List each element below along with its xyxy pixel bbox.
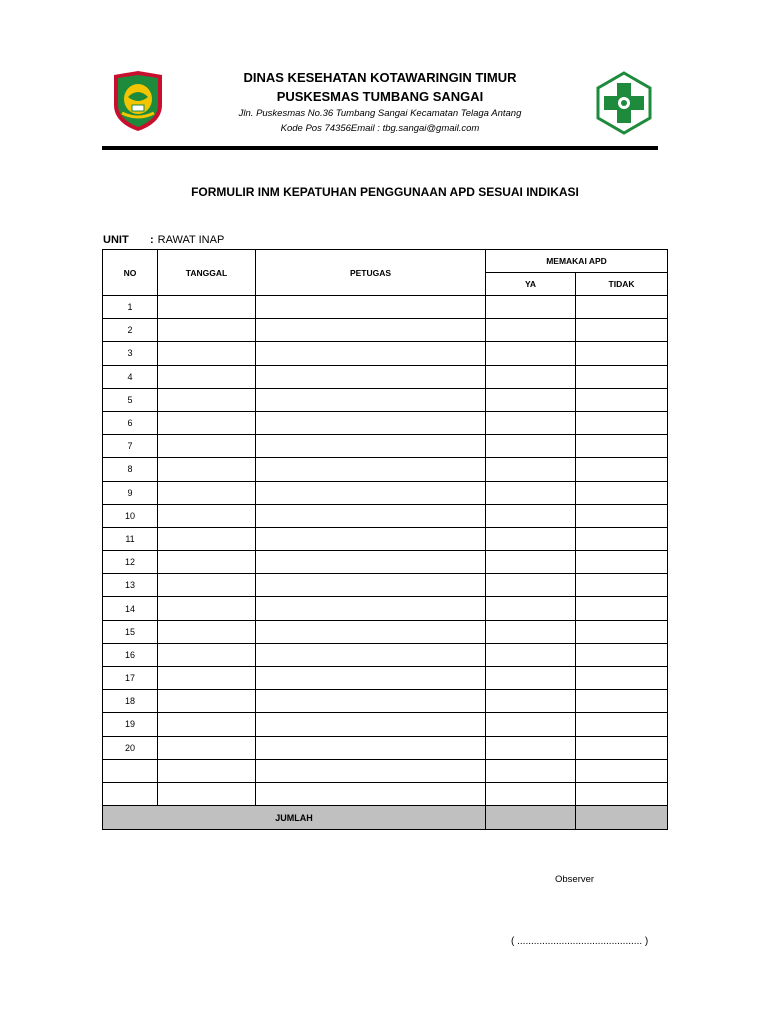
total-row bbox=[103, 806, 668, 830]
unit-value: RAWAT INAP bbox=[157, 234, 225, 246]
total-ya-cell[interactable] bbox=[486, 806, 576, 830]
tanggal-cell[interactable] bbox=[158, 667, 256, 690]
tanggal-cell[interactable] bbox=[158, 458, 256, 481]
row-number: 16 bbox=[103, 643, 158, 666]
table-row bbox=[103, 690, 668, 713]
row-number: 9 bbox=[103, 481, 158, 504]
tidak-cell[interactable] bbox=[576, 759, 668, 782]
row-number: 8 bbox=[103, 458, 158, 481]
tidak-cell[interactable] bbox=[576, 435, 668, 458]
ya-cell[interactable] bbox=[486, 365, 576, 388]
ya-cell[interactable] bbox=[486, 319, 576, 342]
row-number: 15 bbox=[103, 620, 158, 643]
row-number bbox=[103, 782, 158, 805]
table-row bbox=[103, 551, 668, 574]
tidak-cell[interactable] bbox=[576, 319, 668, 342]
tanggal-cell[interactable] bbox=[158, 759, 256, 782]
tidak-cell[interactable] bbox=[576, 597, 668, 620]
col-ya-header: YA bbox=[486, 273, 576, 296]
table-row bbox=[103, 667, 668, 690]
petugas-cell[interactable] bbox=[256, 504, 486, 527]
petugas-cell[interactable] bbox=[256, 365, 486, 388]
petugas-cell[interactable] bbox=[256, 319, 486, 342]
ya-cell[interactable] bbox=[486, 435, 576, 458]
row-number: 13 bbox=[103, 574, 158, 597]
unit-colon: : bbox=[150, 234, 154, 246]
tanggal-cell[interactable] bbox=[158, 319, 256, 342]
tidak-cell[interactable] bbox=[576, 690, 668, 713]
ya-cell[interactable] bbox=[486, 574, 576, 597]
petugas-cell[interactable] bbox=[256, 574, 486, 597]
tanggal-cell[interactable] bbox=[158, 620, 256, 643]
tidak-cell[interactable] bbox=[576, 388, 668, 411]
header-divider bbox=[102, 146, 658, 150]
tanggal-cell[interactable] bbox=[158, 574, 256, 597]
tanggal-cell[interactable] bbox=[158, 597, 256, 620]
tanggal-cell[interactable] bbox=[158, 411, 256, 434]
ya-cell[interactable] bbox=[486, 597, 576, 620]
row-number: 12 bbox=[103, 551, 158, 574]
tanggal-cell[interactable] bbox=[158, 342, 256, 365]
petugas-cell[interactable] bbox=[256, 435, 486, 458]
ya-cell[interactable] bbox=[486, 643, 576, 666]
ya-cell[interactable] bbox=[486, 759, 576, 782]
row-number: 7 bbox=[103, 435, 158, 458]
ya-cell[interactable] bbox=[486, 782, 576, 805]
petugas-cell[interactable] bbox=[256, 620, 486, 643]
petugas-cell[interactable] bbox=[256, 736, 486, 759]
col-tanggal-header: TANGGAL bbox=[158, 250, 256, 296]
ya-cell[interactable] bbox=[486, 481, 576, 504]
ya-cell[interactable] bbox=[486, 713, 576, 736]
ya-cell[interactable] bbox=[486, 551, 576, 574]
unit-label: UNIT bbox=[103, 234, 129, 246]
tanggal-cell[interactable] bbox=[158, 296, 256, 319]
agency-name: DINAS KESEHATAN KOTAWARINGIN TIMUR bbox=[243, 70, 517, 85]
table-row bbox=[103, 759, 668, 782]
table-row bbox=[103, 458, 668, 481]
col-petugas-header: PETUGAS bbox=[256, 250, 486, 296]
table-row bbox=[103, 342, 668, 365]
tanggal-cell[interactable] bbox=[158, 782, 256, 805]
table-row bbox=[103, 319, 668, 342]
ya-cell[interactable] bbox=[486, 411, 576, 434]
table-row bbox=[103, 365, 668, 388]
tanggal-cell[interactable] bbox=[158, 551, 256, 574]
unit-field bbox=[150, 234, 224, 246]
tanggal-cell[interactable] bbox=[158, 481, 256, 504]
table-row bbox=[103, 736, 668, 759]
tanggal-cell[interactable] bbox=[158, 643, 256, 666]
table-row bbox=[103, 296, 668, 319]
ya-cell[interactable] bbox=[486, 388, 576, 411]
total-label: JUMLAH bbox=[103, 806, 486, 830]
tidak-cell[interactable] bbox=[576, 551, 668, 574]
tanggal-cell[interactable] bbox=[158, 388, 256, 411]
row-number: 17 bbox=[103, 667, 158, 690]
tidak-cell[interactable] bbox=[576, 736, 668, 759]
tanggal-cell[interactable] bbox=[158, 435, 256, 458]
petugas-cell[interactable] bbox=[256, 643, 486, 666]
petugas-cell[interactable] bbox=[256, 597, 486, 620]
table-row bbox=[103, 597, 668, 620]
row-number: 20 bbox=[103, 736, 158, 759]
observer-signature-line: ( ............................................. ) bbox=[511, 936, 649, 947]
facility-contact: Kode Pos 74356Email : tbg.sangai@gmail.com bbox=[280, 123, 480, 134]
petugas-cell[interactable] bbox=[256, 342, 486, 365]
ya-cell[interactable] bbox=[486, 458, 576, 481]
tidak-cell[interactable] bbox=[576, 481, 668, 504]
tidak-cell[interactable] bbox=[576, 643, 668, 666]
tanggal-cell[interactable] bbox=[158, 713, 256, 736]
table-row bbox=[103, 643, 668, 666]
petugas-cell[interactable] bbox=[256, 481, 486, 504]
facility-address: Jln. Puskesmas No.36 Tumbang Sangai Kecamatan Telaga Antang bbox=[238, 108, 522, 119]
row-number bbox=[103, 759, 158, 782]
tanggal-cell[interactable] bbox=[158, 365, 256, 388]
petugas-cell[interactable] bbox=[256, 759, 486, 782]
tidak-cell[interactable] bbox=[576, 411, 668, 434]
regency-emblem-icon bbox=[110, 69, 166, 133]
row-number: 4 bbox=[103, 365, 158, 388]
table-row bbox=[103, 435, 668, 458]
tidak-cell[interactable] bbox=[576, 782, 668, 805]
ya-cell[interactable] bbox=[486, 504, 576, 527]
row-number: 6 bbox=[103, 411, 158, 434]
table-row bbox=[103, 481, 668, 504]
tanggal-cell[interactable] bbox=[158, 504, 256, 527]
petugas-cell[interactable] bbox=[256, 782, 486, 805]
form-title: FORMULIR INM KEPATUHAN PENGGUNAAN APD SESUAI INDIKASI bbox=[191, 185, 579, 199]
petugas-cell[interactable] bbox=[256, 551, 486, 574]
row-number: 19 bbox=[103, 713, 158, 736]
ya-cell[interactable] bbox=[486, 736, 576, 759]
ya-cell[interactable] bbox=[486, 620, 576, 643]
ya-cell[interactable] bbox=[486, 667, 576, 690]
petugas-cell[interactable] bbox=[256, 690, 486, 713]
row-number: 11 bbox=[103, 527, 158, 550]
tidak-cell[interactable] bbox=[576, 574, 668, 597]
petugas-cell[interactable] bbox=[256, 388, 486, 411]
observer-label: Observer bbox=[555, 874, 595, 885]
tanggal-cell[interactable] bbox=[158, 736, 256, 759]
tidak-cell[interactable] bbox=[576, 527, 668, 550]
table-row bbox=[103, 713, 668, 736]
ya-cell[interactable] bbox=[486, 296, 576, 319]
tidak-cell[interactable] bbox=[576, 365, 668, 388]
tidak-cell[interactable] bbox=[576, 458, 668, 481]
petugas-cell[interactable] bbox=[256, 411, 486, 434]
row-number: 1 bbox=[103, 296, 158, 319]
petugas-cell[interactable] bbox=[256, 713, 486, 736]
ya-cell[interactable] bbox=[486, 690, 576, 713]
table-row bbox=[103, 574, 668, 597]
tidak-cell[interactable] bbox=[576, 342, 668, 365]
table-row bbox=[103, 388, 668, 411]
col-no-header: NO bbox=[103, 250, 158, 296]
facility-name: PUSKESMAS TUMBANG SANGAI bbox=[276, 89, 484, 104]
row-number: 14 bbox=[103, 597, 158, 620]
total-tidak-cell[interactable] bbox=[576, 806, 668, 830]
table-row bbox=[103, 782, 668, 805]
row-number: 10 bbox=[103, 504, 158, 527]
tidak-cell[interactable] bbox=[576, 620, 668, 643]
row-number: 5 bbox=[103, 388, 158, 411]
table-row bbox=[103, 504, 668, 527]
tidak-cell[interactable] bbox=[576, 713, 668, 736]
ya-cell[interactable] bbox=[486, 527, 576, 550]
petugas-cell[interactable] bbox=[256, 458, 486, 481]
row-number: 2 bbox=[103, 319, 158, 342]
col-tidak-header: TIDAK bbox=[576, 273, 668, 296]
table-row bbox=[103, 527, 668, 550]
tidak-cell[interactable] bbox=[576, 504, 668, 527]
petugas-cell[interactable] bbox=[256, 527, 486, 550]
table-row bbox=[103, 620, 668, 643]
ya-cell[interactable] bbox=[486, 342, 576, 365]
col-memakai-apd-header: MEMAKAI APD bbox=[486, 250, 668, 273]
compliance-table bbox=[102, 249, 668, 830]
table-row bbox=[103, 411, 668, 434]
row-number: 18 bbox=[103, 690, 158, 713]
puskesmas-cross-icon bbox=[594, 71, 654, 135]
row-number: 3 bbox=[103, 342, 158, 365]
petugas-cell[interactable] bbox=[256, 667, 486, 690]
tanggal-cell[interactable] bbox=[158, 690, 256, 713]
tidak-cell[interactable] bbox=[576, 667, 668, 690]
tidak-cell[interactable] bbox=[576, 296, 668, 319]
petugas-cell[interactable] bbox=[256, 296, 486, 319]
tanggal-cell[interactable] bbox=[158, 527, 256, 550]
